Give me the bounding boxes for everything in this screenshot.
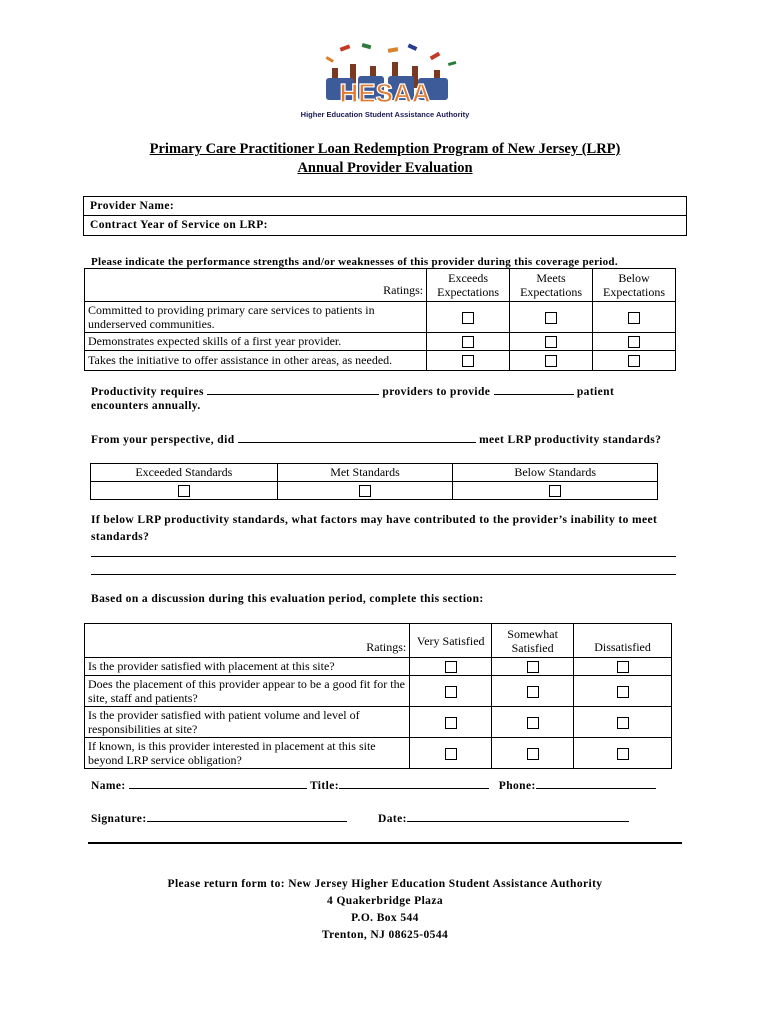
productivity-text-3: patient [576,386,615,398]
factors-answer-line-2[interactable] [91,574,676,575]
checkbox-s4-dissatisfied[interactable] [617,748,629,760]
checkbox-row1-below[interactable] [628,312,640,324]
checkbox-row1-exceeds[interactable] [462,312,474,324]
hesaa-logo-graphic [300,42,470,108]
signature-row [91,811,347,825]
col-met-standards: Met Standards [277,464,453,482]
date-row [378,811,629,825]
performance-instruction: Please indicate the performance strengths and/or weaknesses of this provider during this coverage period. [91,256,618,268]
required-providers-field[interactable] [207,384,379,395]
checkbox-s3-somewhat[interactable] [527,717,539,729]
provider-name-label: Provider Name: [90,200,175,212]
satisfaction-instruction: Based on a discussion during this evaluation period, complete this section: [91,593,484,605]
performance-row-2: Demonstrates expected skills of a first year provider. [85,333,427,351]
checkbox-s2-somewhat[interactable] [527,686,539,698]
productivity-statement [91,384,691,398]
col-exceeds-expectations: Exceeds Expectations [427,269,510,302]
checkbox-s1-somewhat[interactable] [527,661,539,673]
hesaa-logo [300,42,470,122]
return-line-1: Please return form to: New Jersey Higher Education Student Assistance Authority [167,878,603,890]
signature-field[interactable] [147,811,347,822]
standards-table [90,463,658,500]
perspective-text-1: From your perspective, did [91,434,235,446]
logo-caption: Higher Education Student Assistance Authority [300,110,470,119]
date-label: Date: [378,813,407,825]
factors-answer-line-1[interactable] [91,556,676,557]
title-label: Title: [309,780,339,792]
satisfaction-row-1: Is the provider satisfied with placement at this site? [85,658,410,676]
productivity-text-2: providers to provide [382,386,491,398]
checkbox-s2-very[interactable] [445,686,457,698]
col-very-satisfied: Very Satisfied [410,624,492,658]
checkbox-s4-very[interactable] [445,748,457,760]
checkbox-row3-exceeds[interactable] [462,355,474,367]
satisfaction-ratings-label: Ratings: [85,624,410,658]
checkbox-s3-very[interactable] [445,717,457,729]
checkbox-row2-below[interactable] [628,336,640,348]
col-dissatisfied: Dissatisfied [574,624,672,658]
patient-encounters-field[interactable] [494,384,574,395]
phone-field[interactable] [536,778,656,789]
date-field[interactable] [407,811,629,822]
satisfaction-row-2: Does the placement of this provider appear to be a good fit for the site, staff and patients? [85,676,410,707]
col-exceeded-standards: Exceeded Standards [91,464,278,482]
section-divider [88,842,682,844]
factors-question: If below LRP productivity standards, what factors may have contributed to the provider’s inability to meet standards? [91,514,658,543]
title-field[interactable] [339,778,489,789]
checkbox-below-standards[interactable] [549,485,561,497]
name-title-phone-row [91,778,691,792]
satisfaction-row-4: If known, is this provider interested in placement at this site beyond LRP service obligation? [85,738,410,769]
col-below-standards: Below Standards [453,464,658,482]
provider-name-blank[interactable] [238,432,476,443]
name-label: Name: [91,780,126,792]
perspective-question [91,432,711,446]
hesaa-logo-letters: HESAA [339,78,431,108]
checkbox-row2-meets[interactable] [545,336,557,348]
checkbox-s4-somewhat[interactable] [527,748,539,760]
provider-info-box [83,196,687,236]
page-subtitle: Annual Provider Evaluation [297,160,473,176]
return-line-2: 4 Quakerbridge Plaza [327,895,443,907]
productivity-text-4: encounters annually. [91,400,201,412]
performance-ratings-label: Ratings: [85,269,427,302]
provider-name-field[interactable] [84,197,686,216]
signature-label: Signature: [91,813,147,825]
checkbox-s3-dissatisfied[interactable] [617,717,629,729]
checkbox-s1-dissatisfied[interactable] [617,661,629,673]
return-address [0,876,770,944]
name-field[interactable] [129,778,307,789]
col-somewhat-satisfied: Somewhat Satisfied [492,624,574,658]
contract-year-field[interactable] [84,216,686,235]
performance-table [84,268,676,371]
return-line-3: P.O. Box 544 [351,912,419,924]
checkbox-row3-meets[interactable] [545,355,557,367]
checkbox-exceeded-standards[interactable] [178,485,190,497]
checkbox-row1-meets[interactable] [545,312,557,324]
return-line-4: Trenton, NJ 08625-0544 [321,929,449,941]
contract-year-label: Contract Year of Service on LRP: [90,219,268,231]
phone-label: Phone: [498,780,536,792]
productivity-text-1: Productivity requires [91,386,204,398]
checkbox-s1-very[interactable] [445,661,457,673]
perspective-text-2: meet LRP productivity standards? [479,434,662,446]
checkbox-met-standards[interactable] [359,485,371,497]
checkbox-row3-below[interactable] [628,355,640,367]
col-below-expectations: Below Expectations [593,269,676,302]
performance-row-1: Committed to providing primary care services to patients in underserved communities. [85,302,427,333]
satisfaction-table [84,623,672,769]
checkbox-row2-exceeds[interactable] [462,336,474,348]
checkbox-s2-dissatisfied[interactable] [617,686,629,698]
performance-row-3: Takes the initiative to offer assistance in other areas, as needed. [85,351,427,371]
page-title: Primary Care Practitioner Loan Redemption Program of New Jersey (LRP) [149,141,621,157]
col-meets-expectations: Meets Expectations [510,269,593,302]
satisfaction-row-3: Is the provider satisfied with patient volume and level of responsibilities at site? [85,707,410,738]
